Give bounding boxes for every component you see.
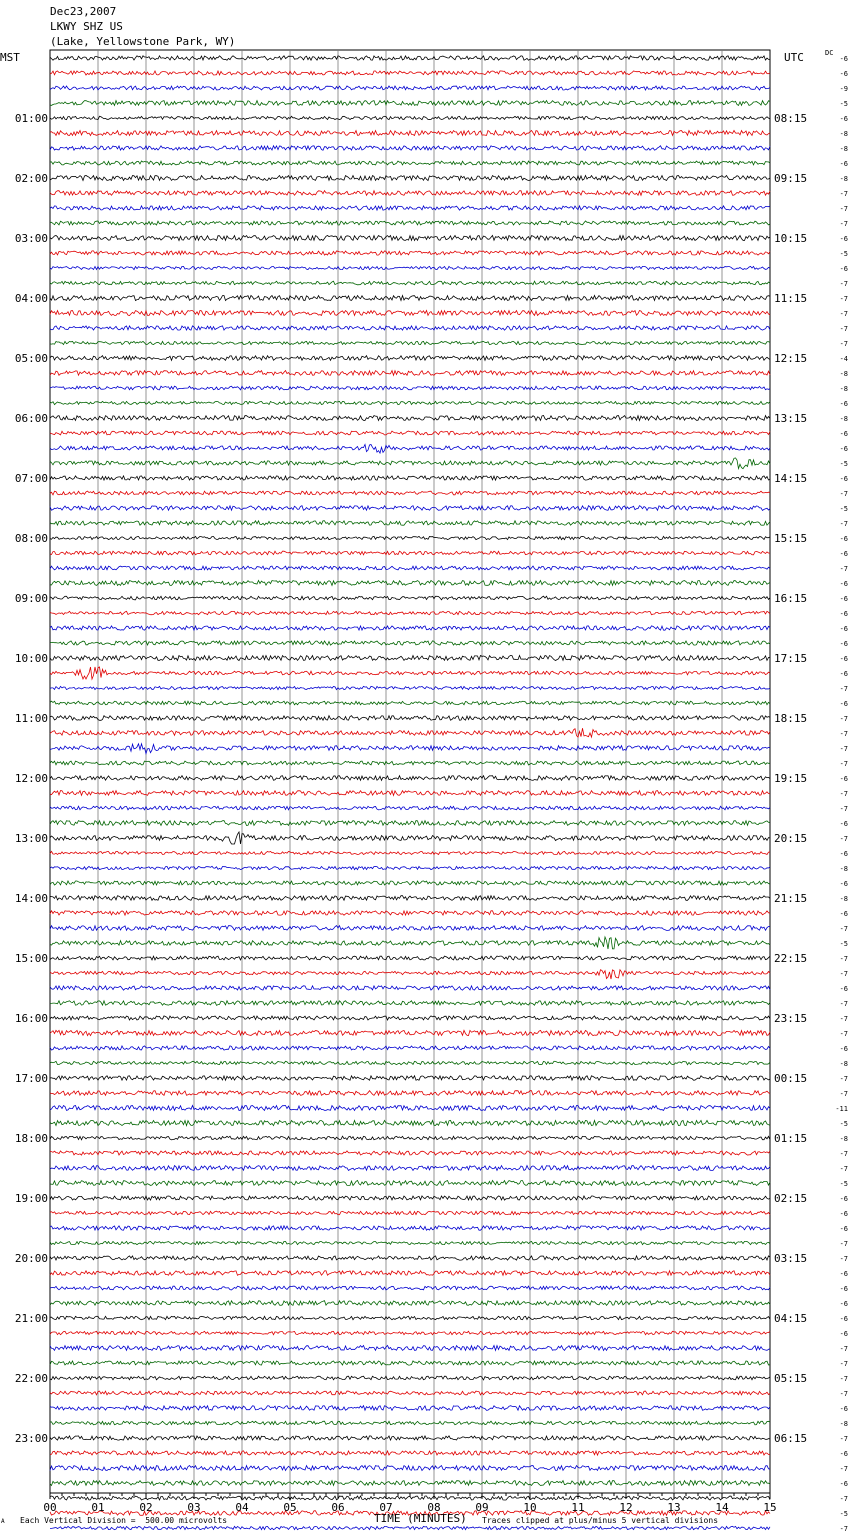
dc-offset-label: -7 (839, 1495, 848, 1503)
trace-row-0 (50, 56, 770, 60)
trace-row-17 (50, 311, 770, 316)
hour-label-left: 22:00 (14, 1372, 48, 1385)
dc-offset-label: -5 (839, 100, 848, 108)
trace-row-23 (50, 401, 770, 404)
hour-label-left: 23:00 (14, 1432, 48, 1445)
x-tick-label: 11 (571, 1501, 585, 1514)
trace-row-83 (50, 1301, 770, 1306)
trace-row-48 (50, 776, 770, 781)
trace-row-68 (50, 1076, 770, 1080)
hour-label-left: 14:00 (14, 892, 48, 905)
dc-offset-label: -7 (839, 970, 848, 978)
dc-offset-label: -8 (839, 175, 848, 183)
dc-offset-label: -8 (839, 385, 848, 393)
hour-label-left: 21:00 (14, 1312, 48, 1325)
dc-label: DC (825, 49, 834, 57)
trace-row-57 (50, 911, 770, 915)
x-tick-label: 04 (235, 1501, 249, 1514)
trace-row-78 (50, 1226, 770, 1230)
hour-label-right: 22:15 (774, 952, 808, 965)
dc-offset-label: -6 (839, 550, 848, 558)
dc-offset-label: -7 (839, 925, 848, 933)
hour-label-right: 17:15 (774, 652, 808, 665)
trace-row-6 (50, 146, 770, 150)
trace-row-9 (50, 191, 770, 196)
dc-offset-label: -6 (839, 670, 848, 678)
dc-offset-label: -7 (839, 1390, 848, 1398)
hour-label-right: 12:15 (774, 352, 808, 365)
dc-offset-label: -6 (839, 1330, 848, 1338)
dc-offset-label: -5 (839, 505, 848, 513)
trace-row-53 (50, 851, 770, 854)
trace-row-4 (50, 116, 770, 119)
trace-row-24 (50, 416, 770, 421)
dc-offset-label: -7 (839, 220, 848, 228)
trace-row-61 (50, 970, 770, 979)
dc-offset-label: -6 (839, 1450, 848, 1458)
trace-row-87 (50, 1361, 770, 1365)
trace-row-94 (50, 1466, 770, 1471)
dc-offset-label: -6 (839, 400, 848, 408)
hour-label-right: 05:15 (774, 1372, 808, 1385)
dc-offset-label: -6 (839, 910, 848, 918)
dc-offset-label: -6 (839, 610, 848, 618)
trace-row-64 (50, 1016, 770, 1020)
dc-offset-label: -7 (839, 1165, 848, 1173)
dc-offset-label: -6 (839, 880, 848, 888)
trace-row-81 (50, 1271, 770, 1276)
dc-offset-label: -6 (839, 1285, 848, 1293)
trace-row-91 (50, 1421, 770, 1425)
x-tick-label: 07 (379, 1501, 393, 1514)
dc-offset-label: -7 (839, 1150, 848, 1158)
dc-offset-label: -7 (839, 1360, 848, 1368)
x-tick-label: 12 (619, 1501, 633, 1514)
trace-row-10 (50, 206, 770, 210)
trace-row-11 (50, 221, 770, 225)
dc-offset-label: -7 (839, 1525, 848, 1533)
dc-offset-label: -7 (839, 280, 848, 288)
trace-row-60 (50, 956, 770, 960)
dc-offset-label: -6 (839, 640, 848, 648)
trace-row-14 (50, 266, 770, 269)
dc-offset-label: -6 (839, 1270, 848, 1278)
footer-mark: A (1, 1518, 5, 1525)
x-tick-label: 08 (427, 1501, 441, 1514)
trace-row-80 (50, 1256, 770, 1260)
x-axis-title: TIME (MINUTES) (374, 1512, 467, 1525)
trace-row-52 (50, 832, 770, 844)
dc-offset-label: -6 (839, 1210, 848, 1218)
trace-row-18 (50, 326, 770, 330)
hour-label-right: 10:15 (774, 232, 808, 245)
dc-offset-label: -5 (839, 1510, 848, 1518)
footer-clip-note: Traces clipped at plus/minus 5 vertical divisions (482, 1516, 719, 1525)
trace-row-42 (50, 686, 770, 689)
trace-row-49 (50, 791, 770, 796)
dc-offset-label: -7 (839, 1345, 848, 1353)
dc-offset-label: -7 (839, 1255, 848, 1263)
dc-offset-label: -7 (839, 340, 848, 348)
chart-station: LKWY SHZ US (50, 20, 123, 33)
trace-row-62 (50, 986, 770, 990)
dc-offset-label: -8 (839, 865, 848, 873)
trace-row-32 (50, 536, 770, 539)
x-tick-label: 09 (475, 1501, 489, 1514)
hour-label-right: 00:15 (774, 1072, 808, 1085)
hour-label-right: 08:15 (774, 112, 808, 125)
trace-row-51 (50, 821, 770, 826)
footer-scale: Each Vertical Division = 500.00 microvolts (20, 1516, 228, 1525)
dc-offset-label: -4 (839, 355, 848, 363)
dc-offset-label: -7 (839, 1030, 848, 1038)
hour-label-left: 05:00 (14, 352, 48, 365)
dc-offset-label: -7 (839, 805, 848, 813)
hour-label-right: 03:15 (774, 1252, 808, 1265)
dc-offset-label: -6 (839, 445, 848, 453)
dc-offset-label: -7 (839, 520, 848, 528)
hour-label-left: 02:00 (14, 172, 48, 185)
dc-offset-label: -6 (839, 1300, 848, 1308)
trace-row-89 (50, 1391, 770, 1395)
trace-row-16 (50, 296, 770, 301)
dc-offset-label: -8 (839, 130, 848, 138)
dc-offset-label: -7 (839, 1075, 848, 1083)
dc-offset-label: -7 (839, 325, 848, 333)
hour-label-left: 08:00 (14, 532, 48, 545)
timezone-right-label: UTC (784, 51, 804, 64)
dc-offset-label: -9 (839, 85, 848, 93)
hour-label-right: 21:15 (774, 892, 808, 905)
hour-label-right: 16:15 (774, 592, 808, 605)
dc-offset-label: -6 (839, 820, 848, 828)
trace-row-8 (50, 176, 770, 181)
dc-offset-label: -6 (839, 1195, 848, 1203)
trace-row-56 (50, 896, 770, 901)
dc-offset-label: -5 (839, 460, 848, 468)
x-tick-label: 01 (91, 1501, 105, 1514)
x-tick-label: 10 (523, 1501, 537, 1514)
dc-offset-label: -6 (839, 985, 848, 993)
hour-label-left: 11:00 (14, 712, 48, 725)
trace-row-66 (50, 1046, 770, 1050)
trace-row-44 (50, 716, 770, 721)
trace-row-54 (50, 866, 770, 869)
hour-label-left: 13:00 (14, 832, 48, 845)
dc-offset-label: -6 (839, 115, 848, 123)
dc-offset-label: -7 (839, 790, 848, 798)
dc-offset-label: -7 (839, 715, 848, 723)
hour-label-right: 11:15 (774, 292, 808, 305)
dc-offset-label: -8 (839, 415, 848, 423)
trace-row-2 (50, 86, 770, 90)
trace-row-55 (50, 881, 770, 885)
dc-offset-label: -7 (839, 730, 848, 738)
dc-offset-label: -6 (839, 655, 848, 663)
dc-offset-label: -6 (839, 775, 848, 783)
trace-row-72 (50, 1136, 770, 1140)
hour-label-right: 14:15 (774, 472, 808, 485)
dc-offset-label: -7 (839, 310, 848, 318)
hour-label-left: 07:00 (14, 472, 48, 485)
trace-row-90 (50, 1406, 770, 1411)
hour-label-left: 10:00 (14, 652, 48, 665)
plot-frame (50, 50, 770, 1493)
x-tick-label: 02 (139, 1501, 153, 1514)
hour-label-left: 12:00 (14, 772, 48, 785)
dc-offset-label: -11 (835, 1105, 848, 1113)
trace-row-20 (50, 356, 770, 361)
trace-row-75 (50, 1181, 770, 1186)
chart-date: Dec23,2007 (50, 5, 117, 18)
dc-offset-label: -6 (839, 580, 848, 588)
dc-offset-label: -6 (839, 235, 848, 243)
dc-offset-label: -6 (839, 475, 848, 483)
hour-label-right: 19:15 (774, 772, 808, 785)
trace-row-93 (50, 1451, 770, 1455)
trace-row-30 (50, 506, 770, 511)
trace-row-98 (50, 1526, 770, 1529)
x-tick-label: 05 (283, 1501, 297, 1514)
dc-offset-label: -6 (839, 700, 848, 708)
dc-offset-label: -7 (839, 1435, 848, 1443)
trace-row-86 (50, 1346, 770, 1351)
trace-row-37 (50, 611, 770, 614)
hour-label-left: 09:00 (14, 592, 48, 605)
dc-offset-label: -7 (839, 1090, 848, 1098)
hour-label-right: 13:15 (774, 412, 808, 425)
dc-offset-label: -7 (839, 1465, 848, 1473)
dc-offset-label: -7 (839, 955, 848, 963)
dc-offset-label: -8 (839, 370, 848, 378)
trace-row-95 (50, 1481, 770, 1486)
dc-offset-label: -7 (839, 745, 848, 753)
trace-row-77 (50, 1211, 770, 1215)
trace-row-1 (50, 71, 770, 75)
hour-label-right: 18:15 (774, 712, 808, 725)
dc-offset-label: -7 (839, 205, 848, 213)
dc-offset-label: -6 (839, 1480, 848, 1488)
hour-label-left: 20:00 (14, 1252, 48, 1265)
dc-offset-label: -7 (839, 1015, 848, 1023)
dc-offset-label: -6 (839, 535, 848, 543)
dc-offset-label: -7 (839, 565, 848, 573)
trace-row-40 (50, 656, 770, 661)
trace-row-65 (50, 1030, 770, 1035)
trace-row-3 (50, 101, 770, 106)
dc-offset-label: -8 (839, 1135, 848, 1143)
dc-offset-label: -7 (839, 190, 848, 198)
trace-row-67 (50, 1061, 770, 1064)
hour-label-left: 17:00 (14, 1072, 48, 1085)
trace-row-84 (50, 1316, 770, 1319)
trace-row-22 (50, 386, 770, 390)
trace-row-31 (50, 521, 770, 525)
trace-row-59 (50, 937, 770, 949)
trace-row-76 (50, 1196, 770, 1200)
dc-offset-label: -6 (839, 1225, 848, 1233)
timezone-left-label: MST (0, 51, 20, 64)
trace-row-43 (50, 701, 770, 705)
trace-row-82 (50, 1286, 770, 1290)
trace-row-5 (50, 131, 770, 136)
trace-row-92 (50, 1436, 770, 1440)
dc-offset-label: -7 (839, 1240, 848, 1248)
dc-offset-label: -6 (839, 850, 848, 858)
dc-offset-label: -6 (839, 430, 848, 438)
x-tick-label: 03 (187, 1501, 201, 1514)
trace-row-45 (50, 728, 770, 737)
chart-location: (Lake, Yellowstone Park, WY) (50, 35, 236, 48)
dc-offset-label: -6 (839, 595, 848, 603)
trace-row-79 (50, 1241, 770, 1244)
hour-label-right: 23:15 (774, 1012, 808, 1025)
dc-offset-label: -6 (839, 1315, 848, 1323)
trace-row-33 (50, 551, 770, 555)
dc-offset-label: -8 (839, 1060, 848, 1068)
dc-offset-label: -5 (839, 940, 848, 948)
trace-row-29 (50, 491, 770, 495)
trace-row-26 (50, 445, 770, 454)
dc-offset-label: -5 (839, 1120, 848, 1128)
hour-label-right: 04:15 (774, 1312, 808, 1325)
trace-row-34 (50, 566, 770, 570)
trace-row-50 (50, 806, 770, 810)
hour-label-right: 02:15 (774, 1192, 808, 1205)
trace-row-38 (50, 626, 770, 630)
dc-offset-label: -6 (839, 1405, 848, 1413)
hour-label-right: 06:15 (774, 1432, 808, 1445)
dc-offset-label: -5 (839, 1180, 848, 1188)
hour-label-right: 20:15 (774, 832, 808, 845)
dc-offset-label: -6 (839, 625, 848, 633)
dc-offset-label: -7 (839, 685, 848, 693)
hour-label-left: 19:00 (14, 1192, 48, 1205)
trace-row-73 (50, 1151, 770, 1155)
x-tick-label: 15 (763, 1501, 777, 1514)
trace-row-96 (50, 1496, 770, 1500)
hour-label-left: 16:00 (14, 1012, 48, 1025)
trace-row-19 (50, 341, 770, 344)
trace-row-35 (50, 581, 770, 586)
dc-offset-label: -7 (839, 760, 848, 768)
dc-offset-label: -7 (839, 1375, 848, 1383)
trace-row-63 (50, 1001, 770, 1006)
trace-row-85 (50, 1331, 770, 1334)
hour-label-left: 03:00 (14, 232, 48, 245)
trace-row-13 (50, 251, 770, 255)
trace-row-7 (50, 161, 770, 165)
hour-label-left: 06:00 (14, 412, 48, 425)
dc-offset-label: -6 (839, 265, 848, 273)
trace-row-28 (50, 476, 770, 480)
trace-row-27 (50, 458, 770, 469)
hour-label-left: 15:00 (14, 952, 48, 965)
trace-row-12 (50, 236, 770, 241)
x-tick-label: 14 (715, 1501, 729, 1514)
dc-offset-label: -7 (839, 1000, 848, 1008)
trace-row-46 (50, 744, 770, 754)
trace-row-71 (50, 1120, 770, 1125)
trace-row-25 (50, 431, 770, 435)
dc-offset-label: -8 (839, 145, 848, 153)
dc-offset-label: -7 (839, 835, 848, 843)
hour-label-right: 09:15 (774, 172, 808, 185)
hour-label-right: 15:15 (774, 532, 808, 545)
trace-row-88 (50, 1376, 770, 1380)
trace-row-41 (50, 667, 770, 679)
dc-offset-label: -6 (839, 70, 848, 78)
hour-label-left: 04:00 (14, 292, 48, 305)
trace-row-74 (50, 1166, 770, 1171)
dc-offset-label: -6 (839, 160, 848, 168)
x-tick-label: 00 (43, 1501, 57, 1514)
dc-offset-label: -8 (839, 895, 848, 903)
dc-offset-label: -7 (839, 490, 848, 498)
trace-row-39 (50, 641, 770, 645)
trace-row-58 (50, 926, 770, 931)
dc-offset-label: -5 (839, 250, 848, 258)
trace-row-70 (50, 1106, 770, 1111)
trace-row-36 (50, 596, 770, 600)
dc-offset-label: -6 (839, 55, 848, 63)
trace-row-47 (50, 761, 770, 765)
trace-row-69 (50, 1091, 770, 1096)
hour-label-left: 01:00 (14, 112, 48, 125)
trace-row-21 (50, 371, 770, 376)
x-tick-label: 13 (667, 1501, 681, 1514)
dc-offset-label: -7 (839, 295, 848, 303)
hour-label-left: 18:00 (14, 1132, 48, 1145)
trace-row-15 (50, 281, 770, 285)
dc-offset-label: -6 (839, 1045, 848, 1053)
hour-label-right: 01:15 (774, 1132, 808, 1145)
x-tick-label: 06 (331, 1501, 345, 1514)
dc-offset-label: -8 (839, 1420, 848, 1428)
